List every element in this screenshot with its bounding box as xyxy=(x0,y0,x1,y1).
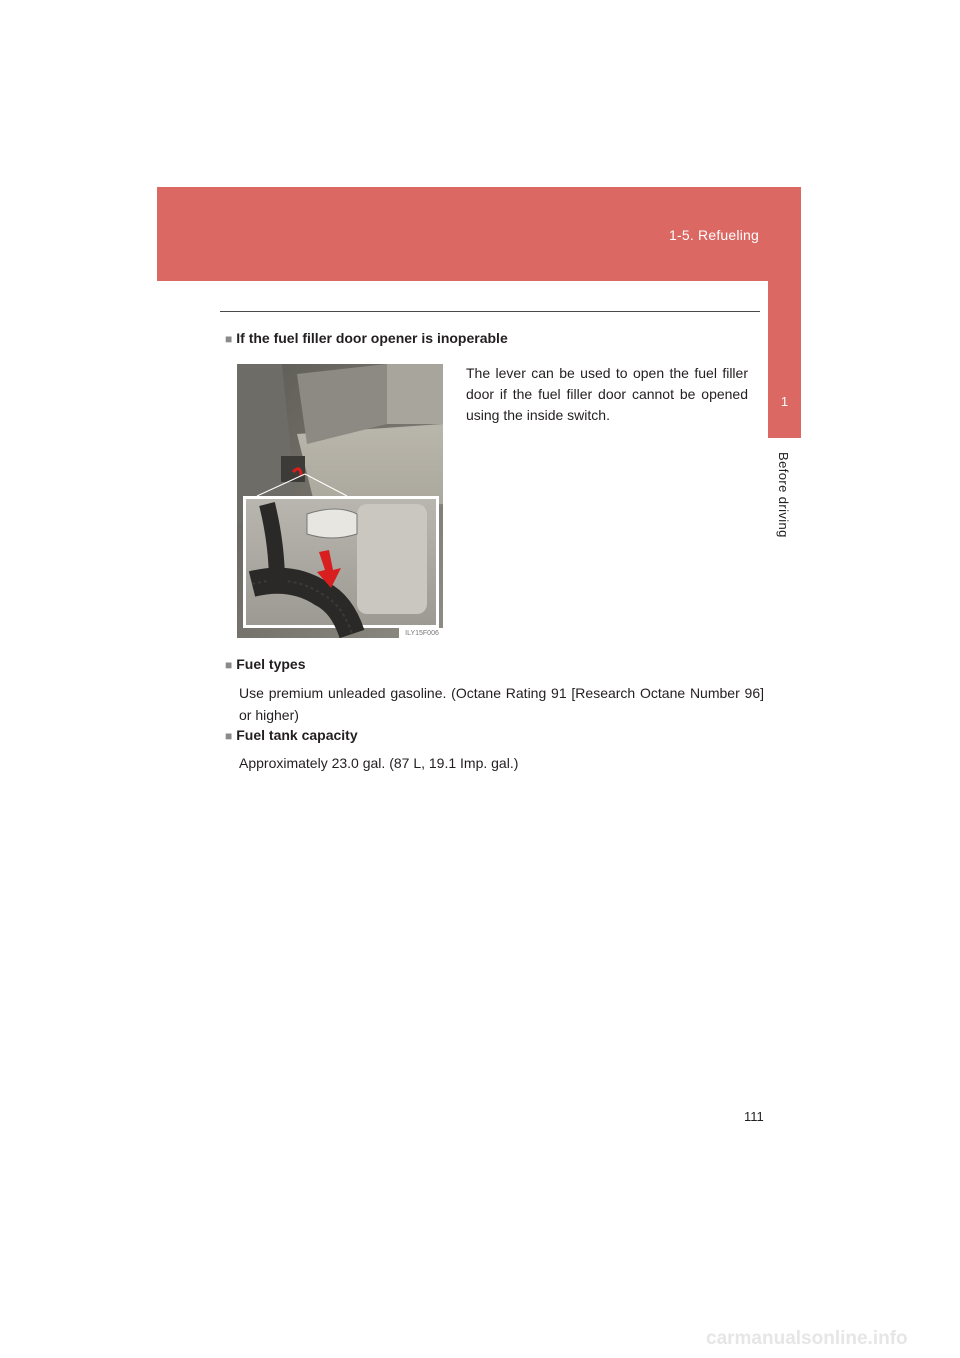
header-rule xyxy=(220,311,760,312)
section-title: 1-5. Refueling xyxy=(669,227,759,243)
watermark-logo xyxy=(0,1320,960,1358)
section-heading-opener: ■ If the fuel filler door opener is inoperable xyxy=(225,330,508,346)
section-heading-tank-capacity: ■ Fuel tank capacity xyxy=(225,727,358,743)
figure-code: ILY15F006 xyxy=(405,630,439,637)
chapter-tab xyxy=(768,281,801,438)
header-band xyxy=(157,187,801,281)
bullet-square-icon: ■ xyxy=(225,729,233,743)
opener-description: The lever can be used to open the fuel filler door if the fuel filler door cannot be opened using the inside switch. xyxy=(466,365,748,423)
tank-capacity-text: Approximately 23.0 gal. (87 L, 19.1 Imp. gal.) xyxy=(239,755,519,771)
bullet-square-icon: ■ xyxy=(225,658,233,672)
svg-text:carmanualsonline.info: carmanualsonline.info xyxy=(706,1328,908,1349)
chapter-number: 1 xyxy=(780,394,789,409)
fuel-door-lever-photo xyxy=(237,364,443,638)
page-number: 111 xyxy=(744,1109,764,1124)
section-heading-fuel-types: ■ Fuel types xyxy=(225,656,306,672)
bullet-square-icon: ■ xyxy=(225,332,233,346)
chapter-title: Before driving xyxy=(776,452,791,538)
fuel-types-text: Use premium unleaded gasoline. (Octane Rating 91 [Research Octane Number 96] or higher) xyxy=(239,685,764,723)
